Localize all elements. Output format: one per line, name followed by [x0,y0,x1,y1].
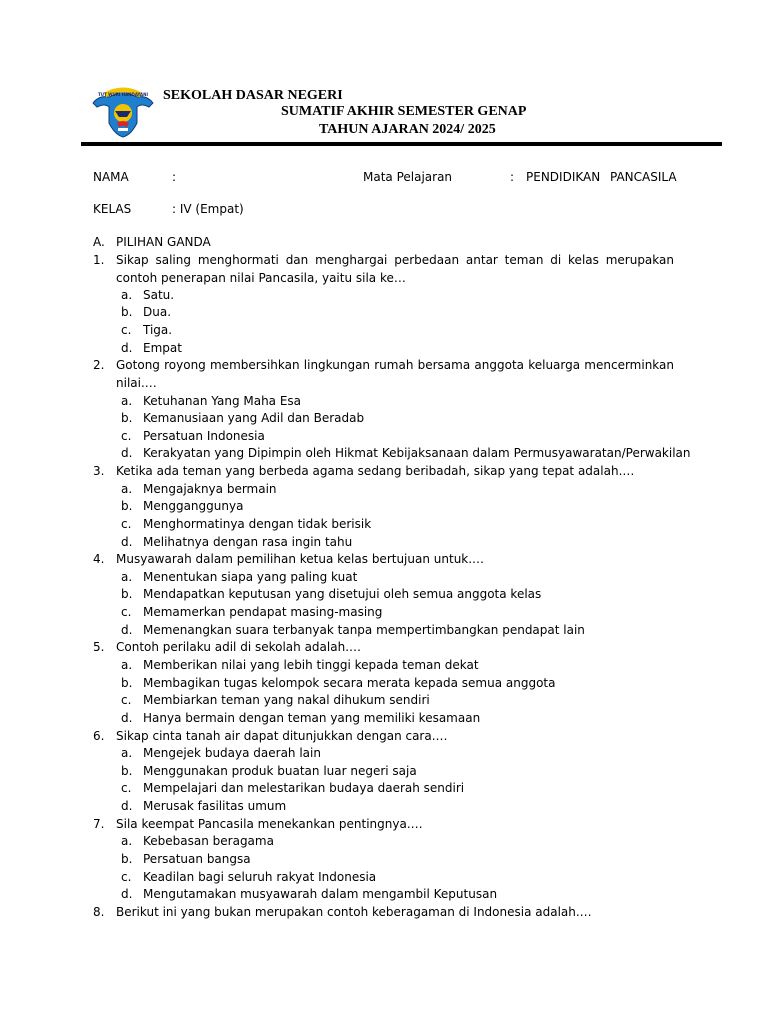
option-text: Mengganggunya [143,499,244,513]
option-letter: b. [121,587,133,601]
question-text: Sikap saling menghormati dan menghargai perbedaan antar teman di kelas merupakan contoh penerapan nilai Pancasila, yaitu sila ke… [116,253,674,285]
option-text: Hanya bermain dengan teman yang memiliki kesamaan [143,711,481,725]
subject-value-1: PENDIDIKAN [526,170,601,184]
kelas-value: : IV (Empat) [172,202,244,216]
academic-year: TAHUN AJARAN 2024/ 2025 [319,122,496,137]
option-text: Persatuan bangsa [143,852,251,866]
subject-label: Mata Pelajaran [363,170,453,184]
option-text: Melihatnya dengan rasa ingin tahu [143,535,353,549]
option-text: Membiarkan teman yang nakal dihukum sendiri [143,693,430,707]
tut-wuri-handayani-logo [91,87,155,139]
option-text: Merusak fasilitas umum [143,799,287,813]
option-text: Mendapatkan keputusan yang disetujui oleh semua anggota kelas [143,587,542,601]
option-text: Keadilan bagi seluruh rakyat Indonesia [143,870,377,884]
option-text: Mengajaknya bermain [143,482,277,496]
question-text: Ketika ada teman yang berbeda agama sedang beribadah, sikap yang tepat adalah.… [116,464,635,478]
option-letter: c. [121,323,132,337]
subject-value-2: PANCASILA [610,170,677,184]
option-letter: b. [121,676,133,690]
nama-colon: : [172,170,177,184]
section-title: PILIHAN GANDA [116,235,211,249]
kelas-label: KELAS [93,202,132,216]
option-letter: a. [121,570,133,584]
option-text: Memenangkan suara terbanyak tanpa mempertimbangkan pendapat lain [143,623,585,637]
option-letter: c. [121,693,132,707]
option-letter: c. [121,605,132,619]
section-marker: A. [93,235,105,249]
option-text: Menentukan siapa yang paling kuat [143,570,358,584]
header-divider [81,142,722,146]
option-letter: a. [121,482,133,496]
option-text: Kemanusiaan yang Adil dan Beradab [143,411,365,425]
question-number: 6. [93,729,105,743]
option-text: Kebebasan beragama [143,834,274,848]
question-text: Contoh perilaku adil di sekolah adalah.… [116,640,362,654]
option-text: Menghormatinya dengan tidak berisik [143,517,372,531]
school-name: SEKOLAH DASAR NEGERI [163,88,343,103]
question-number: 1. [93,253,105,267]
option-text: Mengejek budaya daerah lain [143,746,321,760]
question-number: 7. [93,817,105,831]
option-text: Empat [143,341,182,355]
exam-title: SUMATIF AKHIR SEMESTER GENAP [281,104,527,119]
question-number: 2. [93,358,105,372]
question-text: Gotong royong membersihkan lingkungan rumah bersama anggota keluarga mencerminkan nilai.… [116,358,674,390]
option-letter: c. [121,517,132,531]
question-number: 3. [93,464,105,478]
option-letter: c. [121,870,132,884]
svg-text:TUT WURI HANDAYANI: TUT WURI HANDAYANI [98,92,148,97]
option-letter: d. [121,799,133,813]
question-text: Sila keempat Pancasila menekankan pentingnya.… [116,817,423,831]
question-text: Berikut ini yang bukan merupakan contoh keberagaman di Indonesia adalah.… [116,905,592,919]
option-letter: a. [121,658,133,672]
subject-colon: : [510,170,515,184]
option-text: Mengutamakan musyawarah dalam mengambil Keputusan [143,887,498,901]
option-letter: d. [121,711,133,725]
option-letter: a. [121,834,133,848]
option-letter: b. [121,852,133,866]
question-number: 8. [93,905,105,919]
option-letter: d. [121,887,133,901]
option-text: Memberikan nilai yang lebih tinggi kepada teman dekat [143,658,479,672]
option-text: Memamerkan pendapat masing-masing [143,605,383,619]
question-number: 4. [93,552,105,566]
option-letter: a. [121,746,133,760]
option-letter: b. [121,411,133,425]
option-letter: d. [121,535,133,549]
option-letter: c. [121,429,132,443]
option-letter: c. [121,781,132,795]
option-letter: a. [121,394,133,408]
question-text: Musyawarah dalam pemilihan ketua kelas bertujuan untuk.… [116,552,485,566]
option-text: Dua. [143,305,172,319]
option-letter: d. [121,623,133,637]
option-text: Ketuhanan Yang Maha Esa [143,394,302,408]
question-number: 5. [93,640,105,654]
option-letter: a. [121,288,133,302]
option-letter: b. [121,305,133,319]
option-text: Tiga. [143,323,173,337]
question-text: Sikap cinta tanah air dapat ditunjukkan dengan cara.… [116,729,448,743]
option-letter: b. [121,499,133,513]
option-text: Mempelajari dan melestarikan budaya daerah sendiri [143,781,465,795]
nama-label: NAMA [93,170,129,184]
option-text: Persatuan Indonesia [143,429,265,443]
option-letter: b. [121,764,133,778]
option-text: Menggunakan produk buatan luar negeri saja [143,764,417,778]
option-text: Kerakyatan yang Dipimpin oleh Hikmat Kebijaksanaan dalam Permusyawaratan/Perwakilan [143,446,691,460]
option-text: Membagikan tugas kelompok secara merata kepada semua anggota [143,676,556,690]
option-letter: d. [121,446,133,460]
option-letter: d. [121,341,133,355]
option-text: Satu. [143,288,175,302]
